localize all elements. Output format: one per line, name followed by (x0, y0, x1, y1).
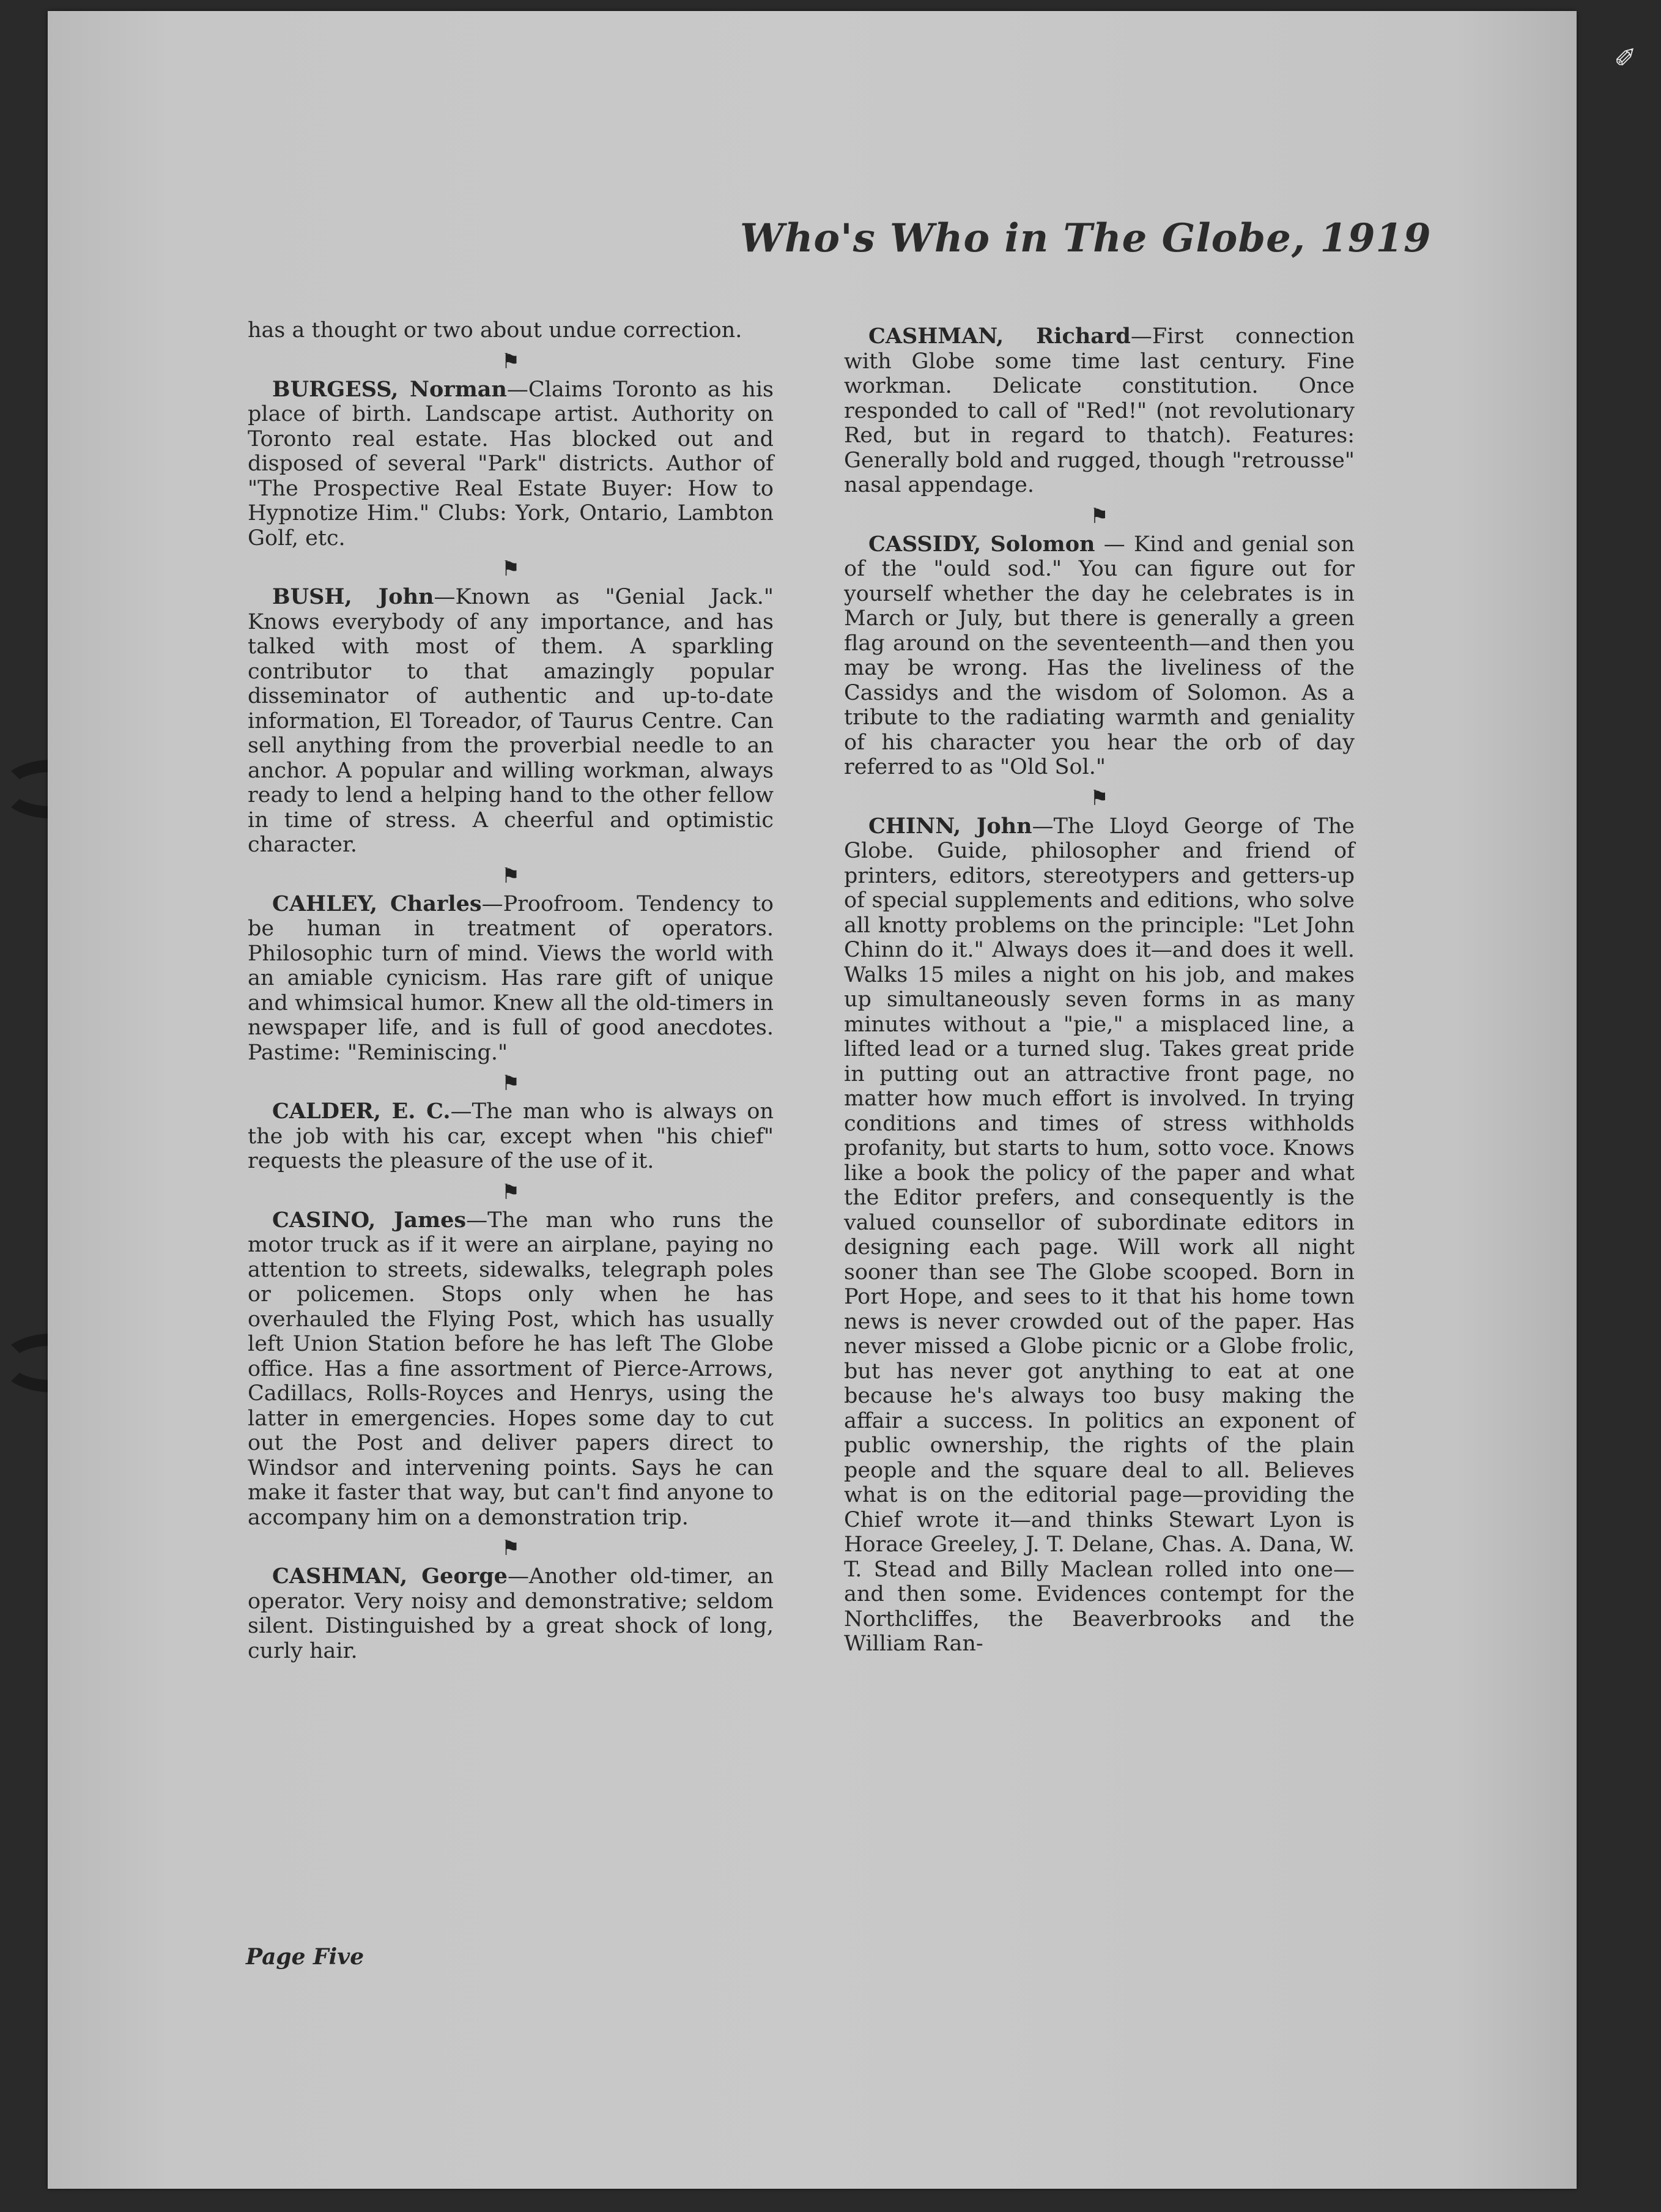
entry-text: —Known as "Genial Jack." Knows everybody of any importance, and has talked with most of them. A sparkling contributor to that amazingly popular disseminator of authentic and up-to-date information, El Toreador, of Taurus Centre. Can sell anything from the proverbial needle to an anchor. A popular and willing workman, always ready to lend a helping hand to the other fellow in time of stress. A cheerful and optimistic character. (248, 585, 774, 857)
entry-text: —The man who runs the motor truck as if it were an airplane, paying no attention to streets, sidewalks, telegraph poles or policemen. Stops only when he has overhauled the Flying Post, which has usually left Union Station before he has left The Globe office. Has a fine assortment of Pierce-Arrows, Cadillacs, Rolls-Royces and Henrys, using the latter in emergencies. Hopes some day to cut out the Post and deliver papers direct to Windsor and intervening points. Says he can make it faster that way, but can't find anyone to accompany him on a demonstration trip. (248, 1208, 774, 1530)
entry-name: BUSH, John (272, 584, 434, 609)
entry-name: CASHMAN, Richard (868, 324, 1131, 349)
flag-icon: ⚑ (501, 349, 520, 374)
entry (248, 1564, 774, 1663)
entry (248, 892, 774, 1066)
entry-text: —Another old-timer, an operator. Very noisy and demonstrative; seldom silent. Distinguished by a great shock of long, curly hair. (248, 1564, 774, 1663)
entry-text: —First connection with Globe some time last century. Fine workman. Delicate constitution. Once responded to call of "Red!" (not revolutionary Red, but in regard to thatch). Features: Generally bold and rugged, though "retrousse" nasal appendage. (844, 324, 1355, 497)
corner-mark: ✐ (1614, 43, 1637, 74)
page-title: Who's Who in The Globe, 1919 (740, 215, 1432, 261)
entry-name: BURGESS, Norman (272, 376, 507, 402)
entry-name: CASINO, James (272, 1207, 467, 1233)
entry-name: CASSIDY, Solomon (868, 531, 1095, 557)
entry (248, 318, 774, 343)
flag-icon: ⚑ (1090, 785, 1109, 811)
entry-name: CAHLEY, Charles (272, 891, 482, 916)
entry-name: CHINN, John (868, 813, 1032, 839)
entry (248, 377, 774, 551)
entry (844, 532, 1355, 780)
flag-icon: ⚑ (501, 1071, 520, 1096)
entry-text: — Kind and genial son of the "ould sod." You can figure out for yourself whether the day he celebrates is in March or July, but there is generally a green flag around on the seventeenth—and then you may be wrong. Has the liveliness of the Cassidys and the wisdom of Solomon. As a tribute to the radiating warmth and geniality of his character you hear the orb of day referred to as "Old Sol." (844, 532, 1355, 779)
left-column (248, 318, 774, 1672)
entry-text: —Claims Toronto as his place of birth. Landscape artist. Authority on Toronto real estate. Has blocked out and disposed of several "Park" districts. Author of "The Prospective Real Estate Buyer: How to Hypnotize Him." Clubs: York, Ontario, Lambton Golf, etc. (248, 377, 774, 551)
flag-icon: ⚑ (501, 863, 520, 888)
entry (248, 1099, 774, 1174)
entry-name: CALDER, E. C. (272, 1099, 451, 1124)
page-number: Page Five (246, 1944, 364, 1970)
flag-icon: ⚑ (501, 1179, 520, 1204)
flag-icon: ⚑ (1090, 503, 1109, 529)
entry-text: —The Lloyd George of The Globe. Guide, philosopher and friend of printers, editors, stereotypers and getters-up of special supplements and editions, who solve all knotty problems on the principle: "Let John Chinn do it." Always does it—and does it well. Walks 15 miles a night on his job, and makes up simultaneously seven forms in as many minutes without a "pie," a misplaced line, a lifted lead or a turned slug. Takes great pride in putting out an attractive front page, no matter how much effort is involved. In trying conditions and times of stress withholds profanity, but starts to hum, sotto voce. Knows like a book the policy of the paper and what the Editor prefers, and consequently is the valued counsellor of subordinate editors in designing each page. Will work all night sooner than see The Globe scooped. Born in Port Hope, and sees to it that his home town news is never crowded out of the paper. Has never missed a Globe picnic or a Globe frolic, but has never got anything to eat at one because he's always too busy making the affair a success. In politics an exponent of public ownership, the rights of the plain people and the square deal to all. Believes what is on the editorial page—providing the Chief wrote it—and thinks Stewart Lyon is Horace Greeley, J. T. Delane, Chas. A. Dana, W. T. Stead and Billy Maclean rolled into one—and then some. Evidences contempt for the Northcliffes, the Beaverbrooks and the William Ran- (844, 814, 1355, 1656)
entry-name: CASHMAN, George (272, 1564, 508, 1589)
entry-text: —The man who is always on the job with his car, except when "his chief" requests the pleasure of the use of it. (248, 1099, 774, 1173)
entry-text: has a thought or two about undue correction. (248, 318, 742, 343)
right-column (844, 324, 1355, 1665)
flag-icon: ⚑ (501, 1536, 520, 1561)
entry-text: —Proofroom. Tendency to be human in treatment of operators. Philosophic turn of mind. Views the world with an amiable cynicism. Has rare gift of unique and whimsical humor. Knew all the old-timers in newspaper life, and is full of good anecdotes. Pastime: "Reminiscing." (248, 891, 774, 1065)
entry (844, 324, 1355, 498)
flag-icon: ⚑ (501, 557, 520, 581)
entry (844, 814, 1355, 1657)
entry (248, 1208, 774, 1531)
entry (248, 585, 774, 858)
